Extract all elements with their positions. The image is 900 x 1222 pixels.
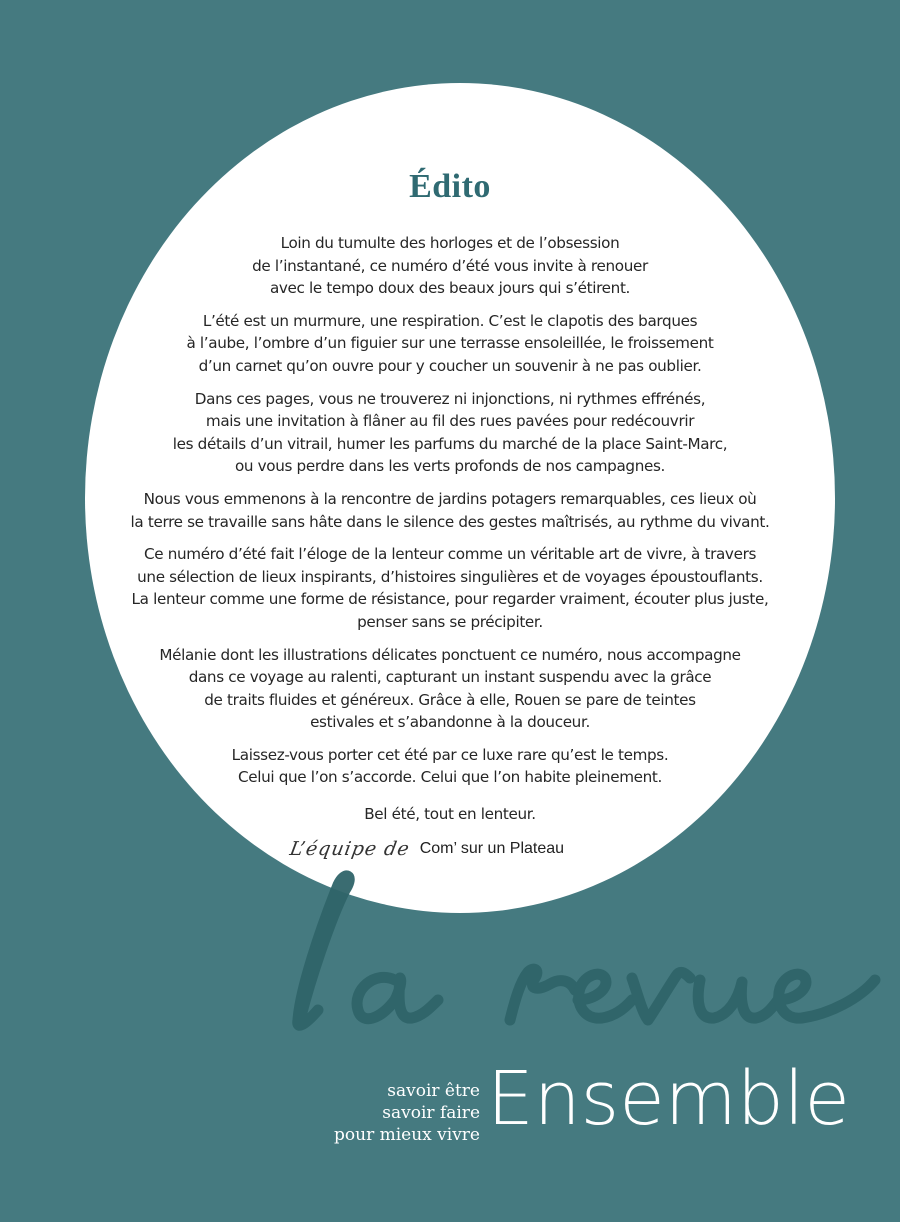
text-line: L’été est un murmure, une respiration. C’est le clapotis des barques [202,311,698,330]
text-line: mais une invitation à flâner au fil des rues pavées pour redécouvrir [205,412,695,431]
edito-paragraph-3 [100,388,800,478]
text-line: penser sans se précipiter. [357,612,543,631]
text-line: la terre se travaille sans hâte dans le silence des gestes maîtrisés, au rythme du vivant. [130,512,770,531]
text-line: Nous vous emmenons à la rencontre de jardins potagers remarquables, ces lieux où [143,489,757,508]
la-revue-script-logo [0,860,900,1060]
signoff-text: Bel été, tout en lenteur. [364,805,536,823]
text-line: Ce numéro d’été fait l’éloge de la lenteur comme un véritable art de vivre, à travers [143,545,757,564]
edito-paragraph-4 [100,488,800,533]
ensemble-title: Ensemble [487,1056,850,1142]
text-line: avec le tempo doux des beaux jours qui s’étirent. [269,279,631,298]
text-line: Loin du tumulte des horloges et de l’obsession [280,234,620,252]
text-line: dans ce voyage au ralenti, capturant un instant suspendu avec la grâce [188,668,712,687]
edito-paragraph-2 [100,310,800,378]
text-line: de traits fluides et généreux. Grâce à elle, Rouen se pare de teintes [204,690,696,709]
text-line: Mélanie dont les illustrations délicates ponctuent ce numéro, nous accompagne [159,645,741,664]
edito-body [100,232,800,799]
tagline-line: pour mieux vivre [334,1125,480,1145]
tagline-line: savoir faire [382,1103,480,1123]
text-line: les détails d’un vitrail, humer les parfums du marché de la place Saint-Marc, [172,434,728,453]
edito-paragraph-5 [100,543,800,633]
text-line: Laissez-vous porter cet été par ce luxe rare qu’est le temps. [231,745,669,764]
text-line: d’un carnet qu’on ouvre pour y coucher un souvenir à ne pas oublier. [198,356,702,375]
tagline-line: savoir être [387,1081,480,1101]
text-line: Celui que l’on s’accorde. Celui que l’on habite pleinement. [237,768,662,787]
edito-paragraph-6 [100,644,800,734]
signature-script: L’équipe de [288,838,412,860]
text-line: une sélection de lieux inspirants, d’histoires singulières et de voyages époustouflants. [137,567,763,586]
text-line: à l’aube, l’ombre d’un figuier sur une terrasse ensoleillée, le froissement [186,334,714,353]
edito-paragraph-1 [100,232,800,300]
text-line: de l’instantané, ce numéro d’été vous invite à renouer [252,256,648,275]
text-line: estivales et s’abandonne à la douceur. [310,713,590,732]
text-line: ou vous perdre dans les verts profonds de nos campagnes. [234,457,666,476]
edito-paragraph-7 [100,744,800,789]
edito-title: Édito [409,168,491,205]
text-line: Dans ces pages, vous ne trouverez ni injonctions, ni rythmes effrénés, [194,389,706,408]
text-line: La lenteur comme une forme de résistance, pour regarder vraiment, écouter plus juste, [131,590,769,609]
signature-brand: Com’ sur un Plateau [419,840,565,857]
tagline [260,1080,480,1146]
